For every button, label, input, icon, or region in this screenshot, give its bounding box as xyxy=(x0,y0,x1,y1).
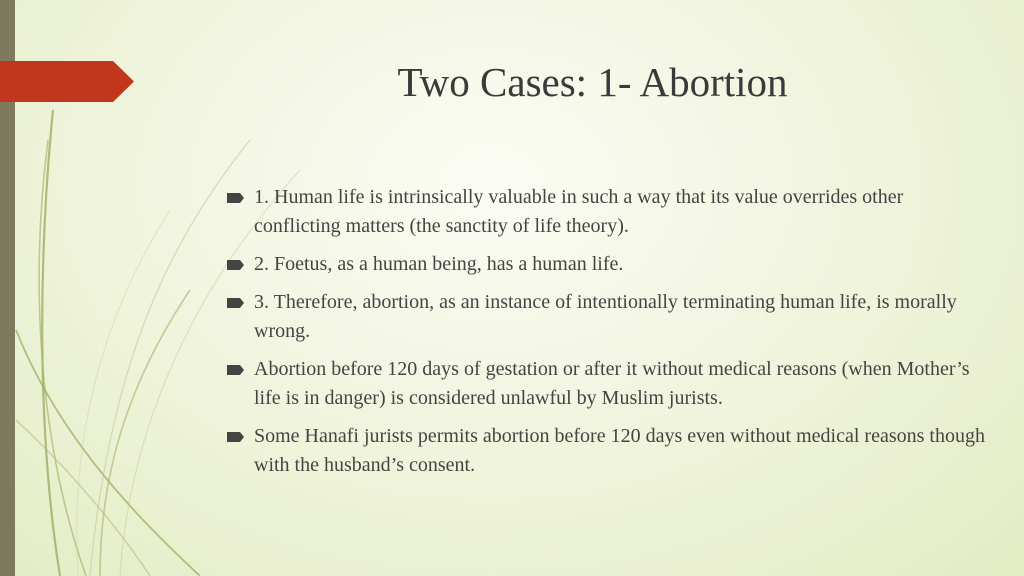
bullet-text: Abortion before 120 days of gestation or after it without medical reasons (when Mother’s life is in danger) is considered unlawful by Muslim jurists. xyxy=(254,358,970,409)
pennant-arrow-icon xyxy=(227,298,244,308)
pennant-arrow-icon xyxy=(227,193,244,203)
pennant-arrow-icon xyxy=(227,260,244,270)
bullet-text: 1. Human life is intrinsically valuable in such a way that its value overrides other conflicting matters (the sanctity of life theory). xyxy=(254,186,904,237)
list-item xyxy=(226,288,986,346)
bullet-text: 3. Therefore, abortion, as an instance of intentionally terminating human life, is morally wrong. xyxy=(254,291,957,342)
title-accent-tab xyxy=(0,61,134,102)
pennant-arrow-icon xyxy=(227,365,244,375)
bullet-list xyxy=(226,183,986,489)
list-item xyxy=(226,355,986,413)
bullet-text: Some Hanafi jurists permits abortion before 120 days even without medical reasons though with the husband’s consent. xyxy=(254,425,985,476)
list-item xyxy=(226,250,986,279)
list-item xyxy=(226,422,986,480)
bullet-text: 2. Foetus, as a human being, has a human life. xyxy=(254,253,624,275)
slide-title: Two Cases: 1- Abortion xyxy=(397,59,788,105)
list-item xyxy=(226,183,986,241)
pennant-arrow-icon xyxy=(227,432,244,442)
